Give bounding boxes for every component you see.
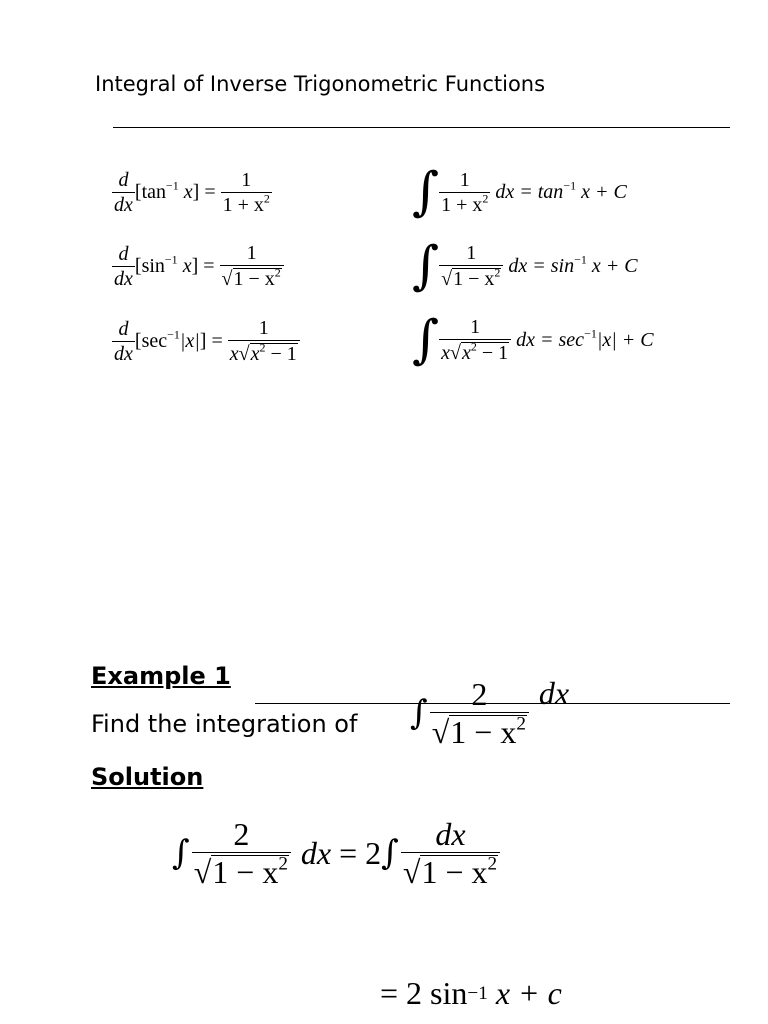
integral-tan: ∫ $\frac{1}{1 + x^2}$ dx = $\tan^{-1} x + C$ bbox=[412, 162, 627, 222]
solution-heading: Solution bbox=[91, 763, 204, 791]
example-heading: Example 1 bbox=[91, 662, 231, 690]
integral-sec: ∫ 1 x √ $x^2 - 1$ dx = $\sec^{-1}|x| + C$ bbox=[412, 310, 654, 370]
derivative-tan: $\frac{d}{dx}$ [$\tan^{-1}$ x] = $\frac{1}{1 + x^2}$ bbox=[114, 169, 270, 216]
integral-sin: ∫ 1 √ $1 - x^2$ dx = $\sin^{-1} x + C$ bbox=[412, 236, 638, 296]
solution-step-1: ∫ 2 √ $1 - x^2$ dx = 2 ∫ dx √ $1 - x^2$ bbox=[172, 818, 500, 888]
derivative-sec: $\frac{d}{dx}$ $[\sec^{-1}|x|]$ = 1 x √ $x^2 - 1$ bbox=[112, 318, 300, 364]
page-title: Integral of Inverse Trigonometric Functions bbox=[95, 72, 546, 96]
derivative-sin: $\frac{d}{dx}$ [$\sin^{-1}$ x] = 1 √ $1 - x^2$ bbox=[112, 243, 284, 289]
example-prompt: Find the integration of bbox=[91, 710, 358, 738]
title-divider bbox=[113, 127, 730, 128]
example-integral: ∫ 2 √ $1 - x^2$ dx bbox=[410, 674, 570, 750]
solution-step-2: = 2 sin −1 x + c bbox=[380, 975, 562, 1011]
